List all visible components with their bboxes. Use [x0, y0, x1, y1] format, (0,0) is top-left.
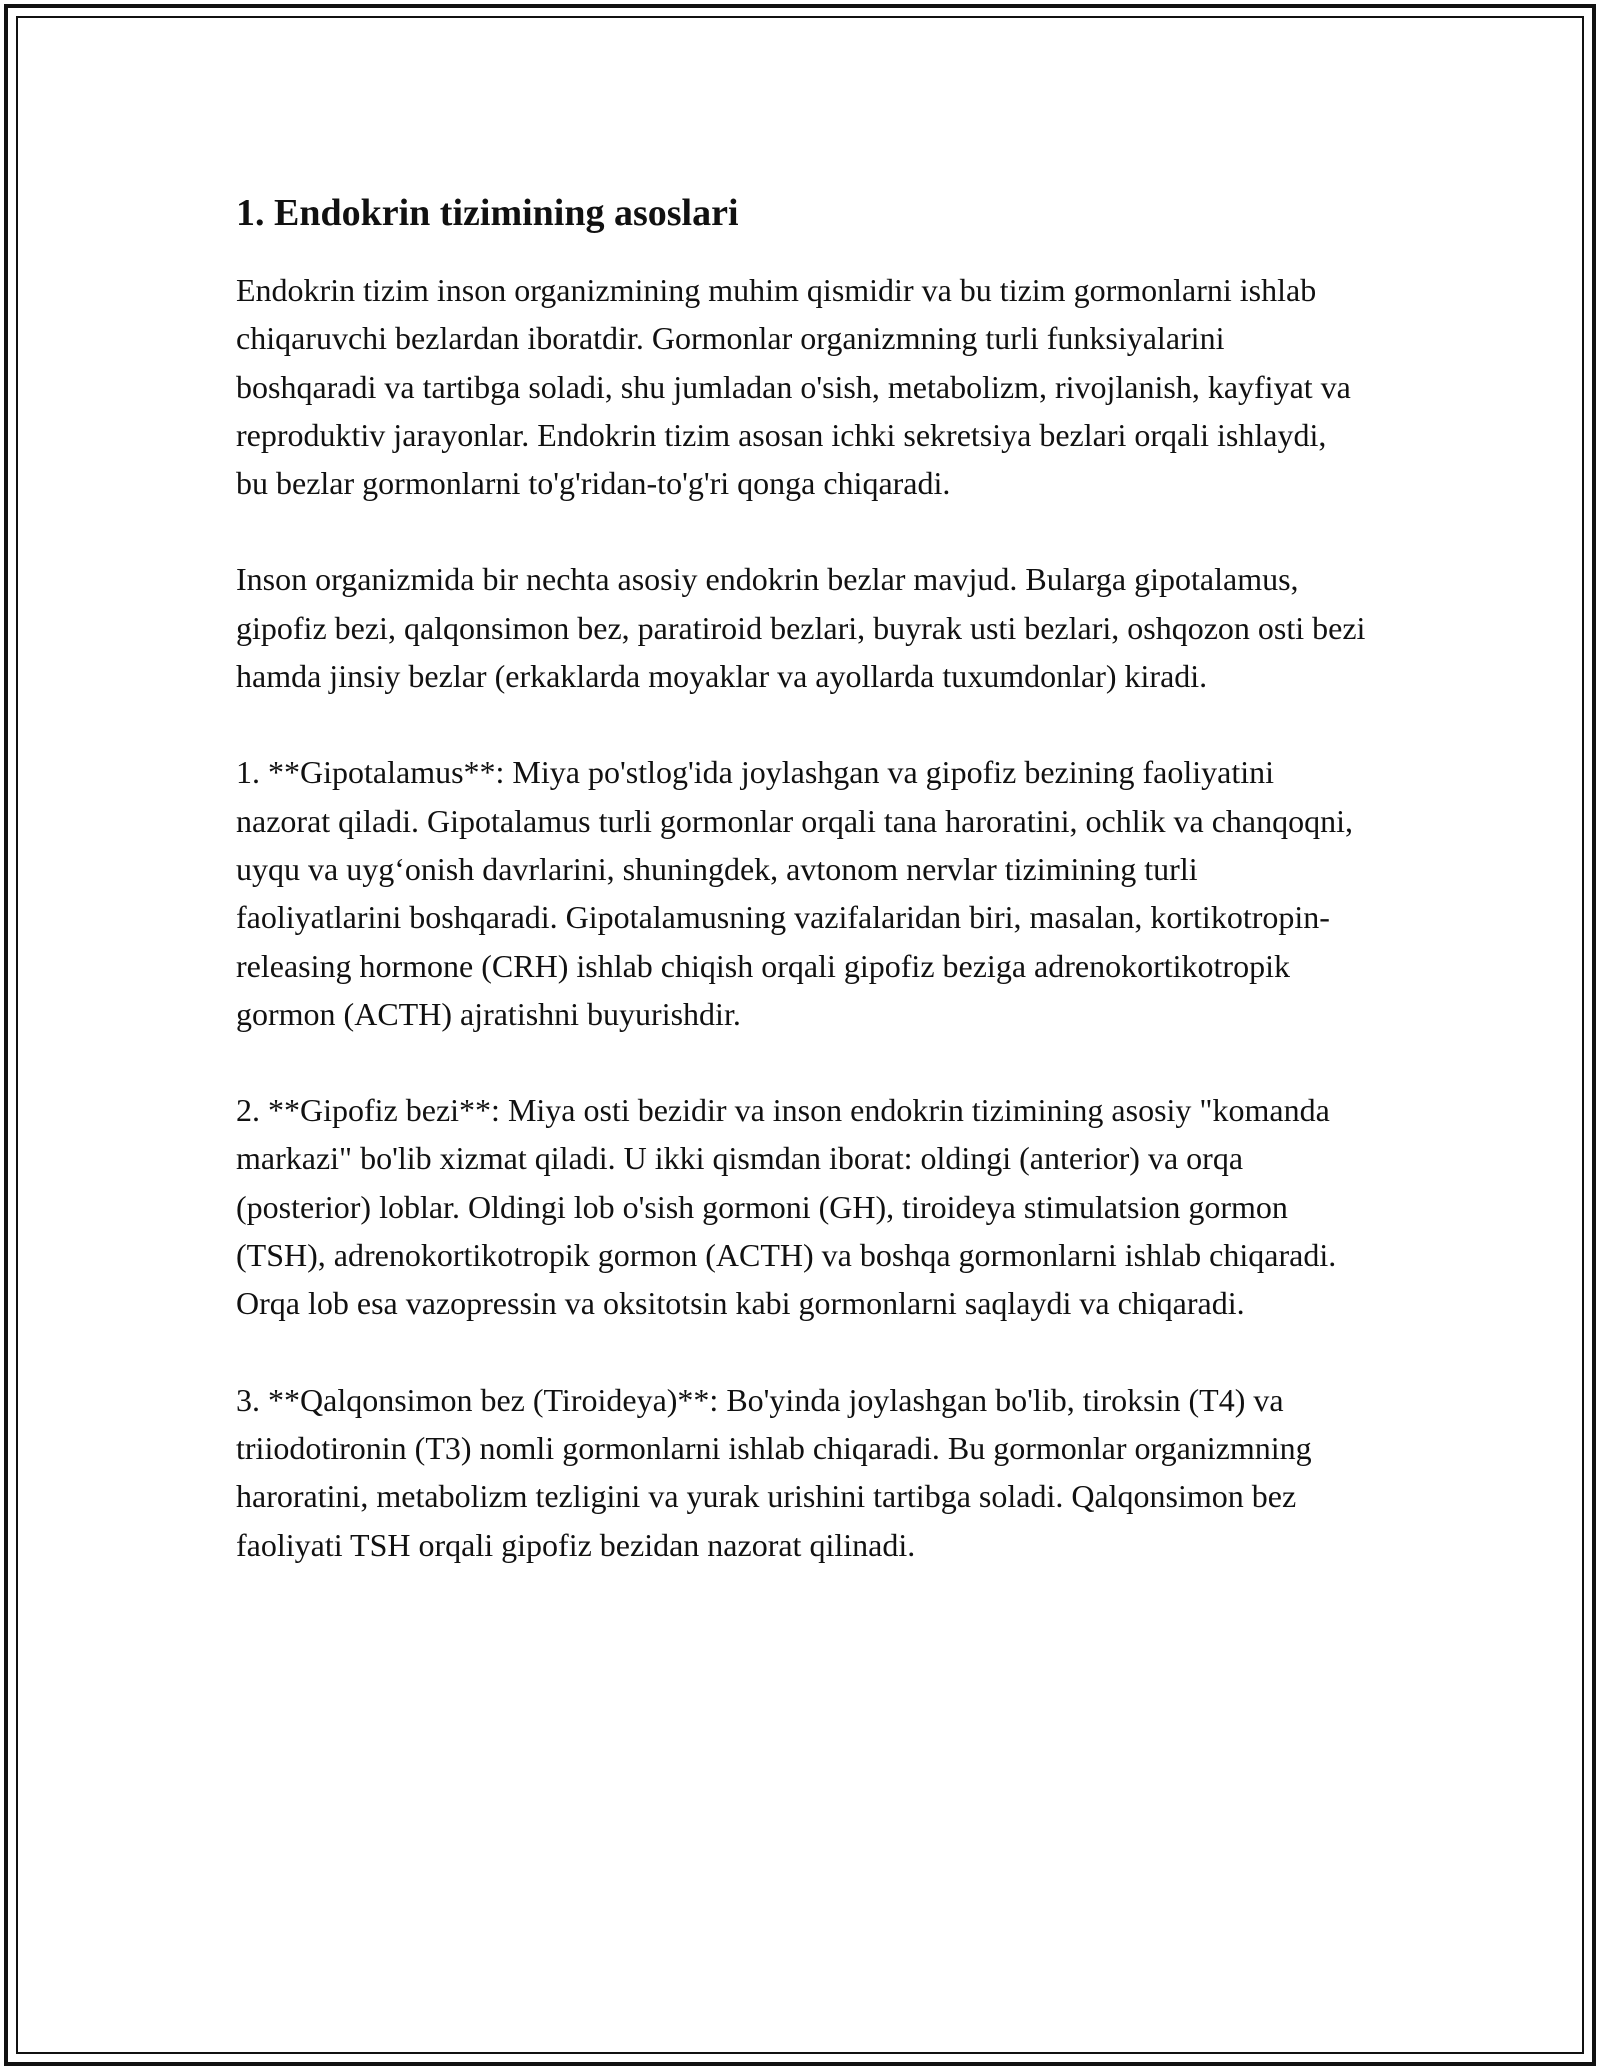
paragraph-glands-list: Inson organizmida bir nechta asosiy endokrin bezlar mavjud. Bularga gipotalamus, gipofiz bezi, qalqonsimon bez, paratiroid bezlari, buyrak usti bezlari, oshqozon osti bezi hamda jinsiy bezlar (erkaklarda moyaklar va ayollarda tuxumdonlar) kiradi.	[236, 561, 1366, 695]
paragraph-pituitary: 2. **Gipofiz bezi**: Miya osti bezidir va inson endokrin tizimining asosiy "komanda markazi" bo'lib xizmat qiladi. U ikki qismdan iborat: oldingi (anterior) va orqa (posterior) loblar. Oldingi lob o'sish gormoni (GH), tiroideya stimulatsion gormon (TSH), adrenokortikotropik gormon (ACTH) va boshqa gormonlarni ishlab chiqaradi. Orqa lob esa vazopressin va oksitotsin kabi gormonlarni saqlaydi va chiqaradi.	[236, 1092, 1337, 1322]
paragraph-thyroid: 3. **Qalqonsimon bez (Tiroideya)**: Bo'yinda joylashgan bo'lib, tiroksin (T4) va triiodotironin (T3) nomli gormonlarni ishlab chiqaradi. Bu gormonlar organizmning haroratini, metabolizm tezligini va yurak urishini tartibga soladi. Qalqonsimon bez faoliyati TSH orqali gipofiz bezidan nazorat qilinadi.	[236, 1381, 1312, 1563]
paragraph-hypothalamus: 1. **Gipotalamus**: Miya po'stlog'ida joylashgan va gipofiz bezining faoliyatini nazorat qiladi. Gipotalamus turli gormonlar orqali tana haroratini, ochlik va chanqoqni, uyqu va uyg‘onish davrlarini, shuningdek, avtonom nervlar tizimining turli faoliyatlarini boshqaradi. Gipotalamusning vazifalaridan biri, masalan, kortikotropin-releasing hormone (CRH) ishlab chiqish orqali gipofiz beziga adrenokortikotropik gormon (ACTH) ajratishni buyurishdir.	[236, 754, 1353, 1032]
document-body	[236, 188, 1366, 1617]
paragraph-intro: Endokrin tizim inson organizmining muhim qismidir va bu tizim gormonlarni ishlab chiqaruvchi bezlardan iboratdir. Gormonlar organizmning turli funksiyalarini boshqaradi va tartibga soladi, shu jumladan o'sish, metabolizm, rivojlanish, kayfiyat va reproduktiv jarayonlar. Endokrin tizim asosan ichki sekretsiya bezlari orqali ishlaydi, bu bezlar gormonlarni to'g'ridan-to'g'ri qonga chiqaradi.	[236, 272, 1351, 502]
section-heading: 1. Endokrin tizimining asoslari	[236, 192, 739, 234]
